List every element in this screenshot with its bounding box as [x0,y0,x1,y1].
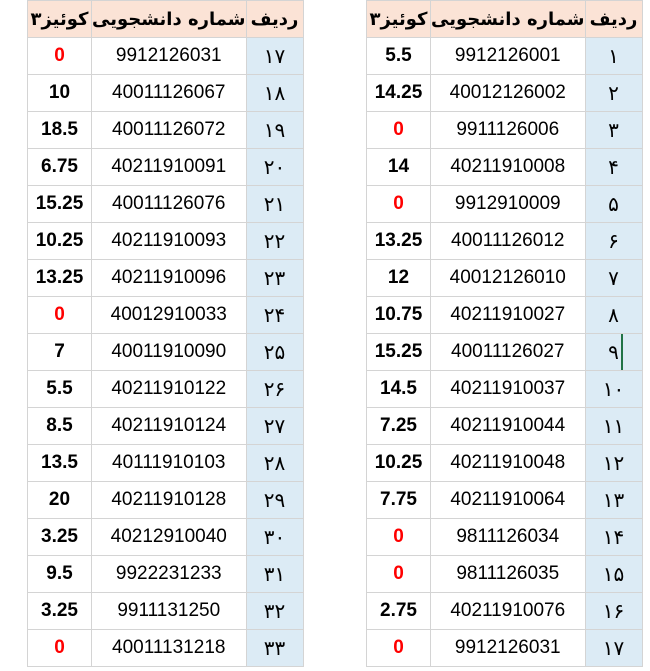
score-cell[interactable]: 13.5 [28,445,92,482]
student-id-cell[interactable]: 40211910122 [92,371,247,408]
table-row[interactable] [28,482,304,519]
student-id-cell[interactable]: 40011126012 [431,223,586,260]
row-number-cell[interactable]: ۲۰ [246,149,303,186]
student-id-cell[interactable]: 40111910103 [92,445,247,482]
student-id-cell[interactable]: 9911126006 [431,112,586,149]
row-number-cell[interactable]: ۲۳ [246,260,303,297]
student-id-cell[interactable]: 40211910064 [431,482,586,519]
row-number-cell[interactable]: ۴ [585,149,642,186]
table-row[interactable] [367,556,643,593]
table-row[interactable] [367,297,643,334]
row-number-cell[interactable]: ۱۱ [585,408,642,445]
student-id-cell[interactable]: 9912126001 [431,38,586,75]
table-row[interactable] [28,445,304,482]
row-number-cell[interactable]: ۳۱ [246,556,303,593]
score-cell[interactable]: 14 [367,149,431,186]
row-number-cell[interactable]: ۲۱ [246,186,303,223]
score-cell[interactable]: 0 [28,38,92,75]
student-id-cell[interactable]: 40011126072 [92,112,247,149]
row-number-cell[interactable]: ۱۹ [246,112,303,149]
row-number-cell[interactable]: ۹ [585,334,642,371]
header-score: کوئیز۳ [28,1,92,38]
score-cell[interactable]: 15.25 [367,334,431,371]
table-row[interactable] [28,334,304,371]
student-id-cell[interactable]: 40012126002 [431,75,586,112]
student-id-cell[interactable]: 40211910128 [92,482,247,519]
student-id-cell[interactable]: 40211910096 [92,260,247,297]
row-number-cell[interactable]: ۱۵ [585,556,642,593]
score-cell[interactable]: 0 [367,112,431,149]
table-row[interactable] [367,186,643,223]
student-id-cell[interactable]: 9912126031 [92,38,247,75]
student-id-cell[interactable]: 40211910008 [431,149,586,186]
score-cell[interactable]: 7.75 [367,482,431,519]
table-row[interactable] [367,260,643,297]
table-row[interactable] [367,334,643,371]
student-id-cell[interactable]: 40211910044 [431,408,586,445]
table-row[interactable] [367,149,643,186]
student-id-cell[interactable]: 40012910033 [92,297,247,334]
score-cell[interactable]: 12 [367,260,431,297]
student-id-cell[interactable]: 9911131250 [92,593,247,630]
score-cell[interactable]: 5.5 [28,371,92,408]
score-cell[interactable]: 5.5 [367,38,431,75]
row-number-cell[interactable]: ۳ [585,112,642,149]
student-id-cell[interactable]: 40211910124 [92,408,247,445]
table-body [28,38,304,667]
table-row[interactable] [28,408,304,445]
table-row[interactable] [28,297,304,334]
score-cell[interactable]: 0 [367,630,431,667]
row-number-cell[interactable]: ۲ [585,75,642,112]
student-id-cell[interactable]: 9912910009 [431,186,586,223]
grades-table-left [27,0,304,667]
score-cell[interactable]: 0 [367,556,431,593]
table-row[interactable] [28,223,304,260]
row-number-cell[interactable]: ۲۸ [246,445,303,482]
table-row[interactable] [28,75,304,112]
score-cell[interactable]: 6.75 [28,149,92,186]
row-number-cell[interactable]: ۲۵ [246,334,303,371]
score-cell[interactable]: 0 [28,297,92,334]
table-row[interactable] [367,38,643,75]
header-row [367,1,643,38]
header-row-number: ردیف [246,1,303,38]
student-id-cell[interactable]: 9811126034 [431,519,586,556]
header-student-id: شماره دانشجویی [431,1,586,38]
table-row[interactable] [367,223,643,260]
score-cell[interactable]: 14.25 [367,75,431,112]
row-number-cell[interactable]: ۳۳ [246,630,303,667]
student-id-cell[interactable]: 40011126076 [92,186,247,223]
row-number-cell[interactable]: ۳۰ [246,519,303,556]
score-cell[interactable]: 0 [28,630,92,667]
score-cell[interactable]: 13.25 [367,223,431,260]
student-id-cell[interactable]: 40211910093 [92,223,247,260]
row-number-cell[interactable]: ۷ [585,260,642,297]
student-id-cell[interactable]: 40211910027 [431,297,586,334]
table-row[interactable] [28,519,304,556]
score-cell[interactable]: 0 [367,519,431,556]
score-cell[interactable]: 20 [28,482,92,519]
score-cell[interactable]: 14.5 [367,371,431,408]
table-row[interactable] [28,149,304,186]
row-number-cell[interactable]: ۲۶ [246,371,303,408]
row-number-cell[interactable]: ۱۰ [585,371,642,408]
row-number-cell[interactable]: ۳۲ [246,593,303,630]
active-cell-indicator [621,334,623,370]
row-number-cell[interactable]: ۲۴ [246,297,303,334]
table-row[interactable] [367,408,643,445]
student-id-cell[interactable]: 40211910091 [92,149,247,186]
table-row[interactable] [367,482,643,519]
score-cell[interactable]: 7 [28,334,92,371]
table-row[interactable] [367,445,643,482]
score-cell[interactable]: 10 [28,75,92,112]
table-body [367,38,643,667]
grades-table-right [366,0,643,667]
table-row[interactable] [367,630,643,667]
row-number-cell[interactable]: ۱۶ [585,593,642,630]
score-cell[interactable]: 10.25 [367,445,431,482]
table-row[interactable] [28,630,304,667]
row-number-cell[interactable]: ۱۸ [246,75,303,112]
header-row-number: ردیف [585,1,642,38]
student-id-cell[interactable]: 40011126067 [92,75,247,112]
row-number-cell[interactable]: ۲۹ [246,482,303,519]
student-id-cell[interactable]: 40211910076 [431,593,586,630]
row-number-cell[interactable]: ۲۲ [246,223,303,260]
student-id-cell[interactable]: 40012126010 [431,260,586,297]
score-cell[interactable]: 9.5 [28,556,92,593]
table-row[interactable] [28,556,304,593]
table-row[interactable] [28,260,304,297]
table-row[interactable] [28,593,304,630]
score-cell[interactable]: 10.25 [28,223,92,260]
table-row[interactable] [367,371,643,408]
score-cell[interactable]: 3.25 [28,593,92,630]
score-cell[interactable]: 7.25 [367,408,431,445]
score-cell[interactable]: 10.75 [367,297,431,334]
student-id-cell[interactable]: 40212910040 [92,519,247,556]
row-number-cell[interactable]: ۱ [585,38,642,75]
student-id-cell[interactable]: 9922231233 [92,556,247,593]
score-cell[interactable]: 8.5 [28,408,92,445]
header-score: کوئیز۳ [367,1,431,38]
row-number-cell[interactable]: ۱۷ [585,630,642,667]
student-id-cell[interactable]: 40011131218 [92,630,247,667]
score-cell[interactable]: 15.25 [28,186,92,223]
table-row[interactable] [367,75,643,112]
table-row[interactable] [367,519,643,556]
score-cell[interactable]: 0 [367,186,431,223]
score-cell[interactable]: 18.5 [28,112,92,149]
score-cell[interactable]: 13.25 [28,260,92,297]
student-id-cell[interactable]: 40011126027 [431,334,586,371]
row-number-cell[interactable]: ۱۳ [585,482,642,519]
table-row[interactable] [367,112,643,149]
student-id-cell[interactable]: 9811126035 [431,556,586,593]
student-id-cell[interactable]: 40211910037 [431,371,586,408]
student-id-cell[interactable]: 40011910090 [92,334,247,371]
row-number-cell[interactable]: ۶ [585,223,642,260]
score-cell[interactable]: 2.75 [367,593,431,630]
student-id-cell[interactable]: 40211910048 [431,445,586,482]
table-row[interactable] [28,371,304,408]
row-number-cell[interactable]: ۲۷ [246,408,303,445]
header-student-id: شماره دانشجویی [92,1,247,38]
row-number-cell[interactable]: ۱۲ [585,445,642,482]
row-number-cell[interactable]: ۸ [585,297,642,334]
table-row[interactable] [28,38,304,75]
table-row[interactable] [28,186,304,223]
student-id-cell[interactable]: 9912126031 [431,630,586,667]
table-row[interactable] [28,112,304,149]
row-number-cell[interactable]: ۱۴ [585,519,642,556]
header-row [28,1,304,38]
score-cell[interactable]: 3.25 [28,519,92,556]
row-number-cell[interactable]: ۱۷ [246,38,303,75]
table-row[interactable] [367,593,643,630]
row-number-cell[interactable]: ۵ [585,186,642,223]
